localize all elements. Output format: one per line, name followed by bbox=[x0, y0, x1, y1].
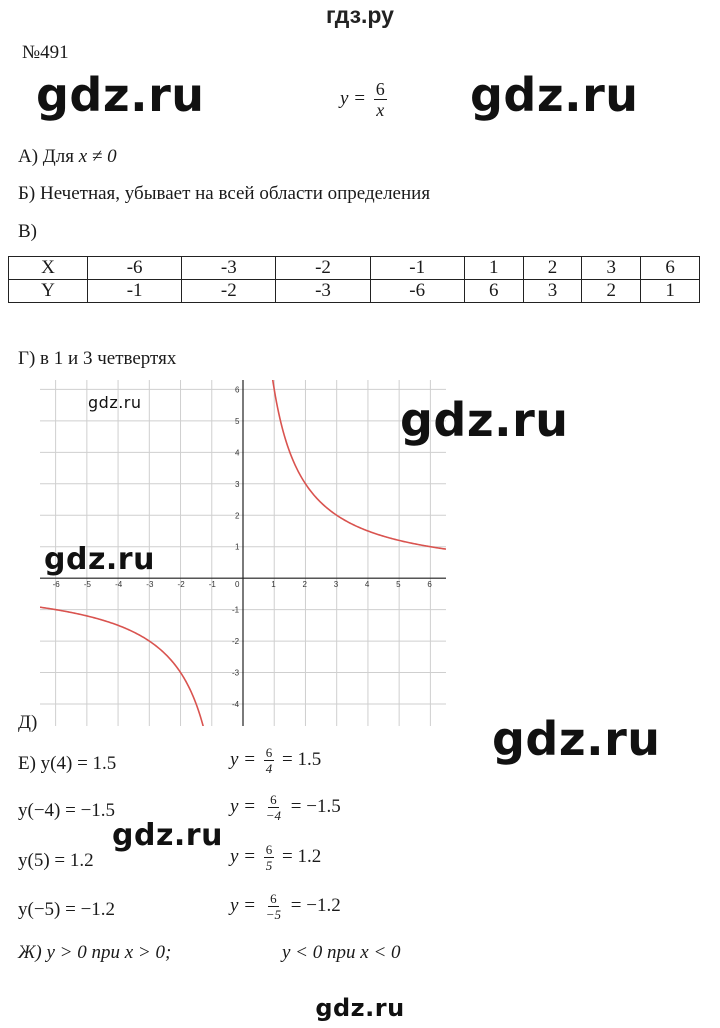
e-den: 5 bbox=[265, 858, 273, 873]
e-pre: y = bbox=[230, 748, 257, 770]
line-g: Г) в 1 и 3 четвертях bbox=[18, 348, 177, 369]
y-tick-label: 3 bbox=[235, 479, 240, 489]
e-num: 6 bbox=[270, 891, 277, 906]
x-tick-label: 4 bbox=[364, 580, 370, 590]
y-tick-label: -1 bbox=[232, 605, 240, 615]
watermark-4: gdz.ru bbox=[44, 542, 155, 577]
e-fraction bbox=[264, 746, 275, 775]
x-tick-label: 1 bbox=[271, 580, 276, 590]
line-a-prefix: А) Для bbox=[18, 146, 79, 167]
site-header: гдз.ру bbox=[326, 2, 394, 28]
table-cell: -3 bbox=[182, 257, 276, 280]
e-post: = 1.2 bbox=[282, 845, 322, 867]
table-cell: Y bbox=[9, 280, 88, 303]
table-cell: 3 bbox=[582, 257, 641, 280]
line-d: Д) bbox=[18, 712, 38, 733]
line-zh-right: y < 0 при x < 0 bbox=[282, 942, 401, 963]
x-tick-label: -4 bbox=[115, 580, 123, 590]
y-tick-label: -2 bbox=[232, 637, 240, 647]
line-a bbox=[18, 146, 117, 168]
e-left-2: y(5) = 1.2 bbox=[18, 850, 94, 871]
e-num: 6 bbox=[265, 745, 273, 760]
table-cell: -2 bbox=[182, 280, 276, 303]
table-cell: -1 bbox=[88, 280, 182, 303]
table-cell: X bbox=[9, 257, 88, 280]
table-cell: -3 bbox=[276, 280, 370, 303]
table-cell: 6 bbox=[641, 257, 700, 280]
watermark-1: gdz.ru bbox=[36, 68, 205, 122]
line-b: Б) Нечетная, убывает на всей области определения bbox=[18, 183, 431, 204]
x-tick-label: -6 bbox=[52, 580, 60, 590]
x-tick-label: 2 bbox=[302, 580, 307, 590]
y-tick-label: 4 bbox=[235, 448, 240, 458]
table-cell: -6 bbox=[88, 257, 182, 280]
table-row-x bbox=[9, 257, 700, 280]
e-right-0 bbox=[230, 746, 321, 775]
y-tick-label: 5 bbox=[235, 416, 240, 426]
y-tick-label: 6 bbox=[235, 385, 240, 395]
e-den: −5 bbox=[265, 907, 282, 922]
watermark-graph: gdz.ru bbox=[88, 393, 142, 412]
table-cell: -1 bbox=[370, 257, 464, 280]
line-zh-left: Ж) y > 0 при x > 0; bbox=[18, 942, 172, 963]
problem-number: №491 bbox=[22, 42, 69, 63]
e-fraction bbox=[264, 892, 283, 921]
watermark-3: gdz.ru bbox=[400, 393, 569, 447]
line-a-math: x ≠ 0 bbox=[78, 146, 117, 167]
e-den: 4 bbox=[265, 761, 273, 776]
e-fraction bbox=[264, 843, 275, 872]
formula-denominator: x bbox=[376, 100, 385, 120]
table-row-y bbox=[9, 280, 700, 303]
e-right-1 bbox=[230, 793, 341, 822]
e-pre: y = bbox=[230, 894, 257, 916]
table-cell: 3 bbox=[523, 280, 582, 303]
e-right-3 bbox=[230, 892, 341, 921]
x-tick-label: -2 bbox=[177, 580, 185, 590]
x-tick-label: -1 bbox=[208, 580, 216, 590]
table-cell: 2 bbox=[582, 280, 641, 303]
table-cell: -2 bbox=[276, 257, 370, 280]
formula-numerator: 6 bbox=[375, 79, 385, 99]
e-left-1: y(−4) = −1.5 bbox=[18, 800, 116, 821]
table-cell: 1 bbox=[641, 280, 700, 303]
x-tick-label: 6 bbox=[427, 580, 432, 590]
line-c: В) bbox=[18, 221, 37, 242]
e-post: = −1.5 bbox=[290, 795, 341, 817]
y-tick-label: -4 bbox=[232, 699, 240, 709]
watermark-6: gdz.ru bbox=[112, 818, 223, 853]
e-right-2 bbox=[230, 843, 321, 872]
e-num: 6 bbox=[265, 842, 273, 857]
watermark-2: gdz.ru bbox=[470, 68, 639, 122]
x-tick-label: -5 bbox=[83, 580, 91, 590]
formula-fraction bbox=[374, 80, 387, 119]
x-tick-label: 5 bbox=[396, 580, 401, 590]
x-tick-label: 3 bbox=[333, 580, 339, 590]
e-left-0: Е) y(4) = 1.5 bbox=[18, 753, 117, 774]
e-num: 6 bbox=[270, 792, 277, 807]
values-table bbox=[8, 256, 700, 303]
e-post: = 1.5 bbox=[282, 748, 322, 770]
table-cell: 6 bbox=[464, 280, 523, 303]
formula-lhs: y = bbox=[340, 87, 367, 109]
table-cell: 2 bbox=[523, 257, 582, 280]
x-tick-label: -3 bbox=[146, 580, 154, 590]
x-tick-label: 0 bbox=[235, 580, 240, 590]
e-den: −4 bbox=[265, 808, 282, 823]
footer-watermark: gdz.ru bbox=[315, 994, 405, 1022]
y-tick-label: -3 bbox=[232, 668, 240, 678]
watermark-5: gdz.ru bbox=[492, 712, 661, 766]
table-cell: -6 bbox=[370, 280, 464, 303]
y-tick-label: 1 bbox=[235, 542, 240, 552]
table-cell: 1 bbox=[464, 257, 523, 280]
e-pre: y = bbox=[230, 795, 257, 817]
e-pre: y = bbox=[230, 845, 257, 867]
e-left-3: y(−5) = −1.2 bbox=[18, 899, 116, 920]
e-post: = −1.2 bbox=[290, 894, 341, 916]
function-formula bbox=[340, 80, 390, 119]
e-fraction bbox=[264, 793, 283, 822]
y-tick-label: 2 bbox=[235, 511, 240, 521]
